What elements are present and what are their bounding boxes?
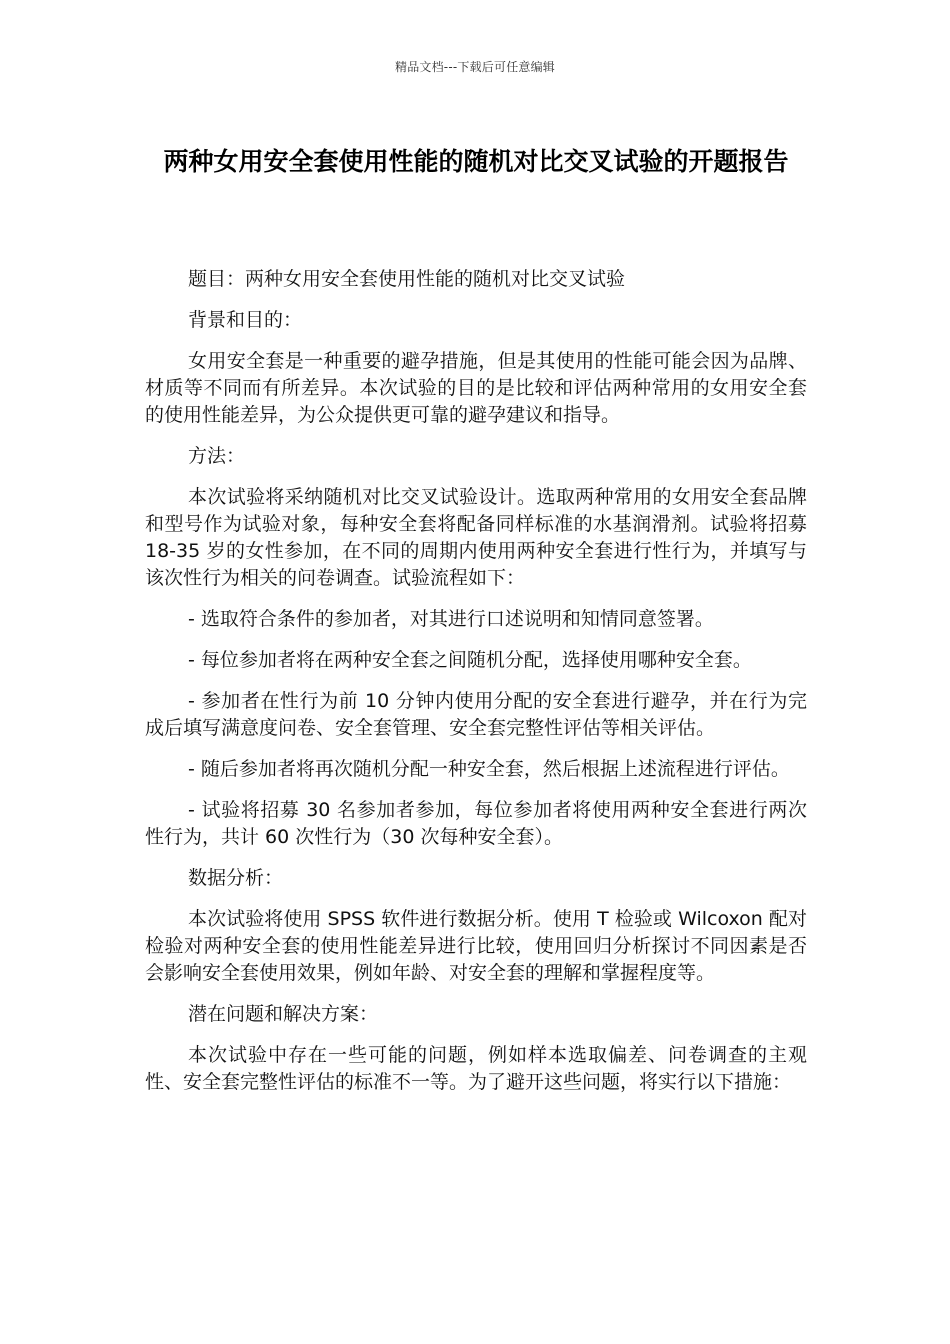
list-item-step-3: - 参加者在性行为前 10 分钟内使用分配的安全套进行避孕，并在行为完成后填写满意度问卷、安全套管理、安全套完整性评估等相关评估。 [145, 690, 807, 739]
list-item-step-5: - 试验将招募 30 名参加者参加，每位参加者将使用两种安全套进行两次性行为，共计 60 次性行为（30 次每种安全套）。 [145, 799, 807, 848]
document-title: 两种女用安全套使用性能的随机对比交叉试验的开题报告 [163, 147, 789, 176]
paragraph-data-analysis: 本次试验将使用 SPSS 软件进行数据分析。使用 T 检验或 Wilcoxon 配对检验对两种安全套的使用性能差异进行比较，使用回归分析探讨不同因素是否会影响安全套使用效果，例如年龄、对安全套的理解和掌握程度等。 [145, 908, 807, 984]
section-heading-method: 方法： [188, 445, 246, 467]
section-heading-data-analysis: 数据分析： [188, 867, 284, 889]
section-heading-issues: 潜在问题和解决方案： [188, 1003, 379, 1025]
paragraph-topic: 题目：两种女用安全套使用性能的随机对比交叉试验 [188, 268, 626, 290]
section-heading-background: 背景和目的： [188, 309, 303, 331]
list-item-step-4: - 随后参加者将再次随机分配一种安全套，然后根据上述流程进行评估。 [188, 758, 790, 780]
paragraph-issues: 本次试验中存在一些可能的问题，例如样本选取偏差、问卷调查的主观性、安全套完整性评估的标准不一等。为了避开这些问题，将实行以下措施： [145, 1044, 807, 1093]
header-note: 精品文档---下载后可任意编辑 [395, 60, 555, 74]
paragraph-background: 女用安全套是一种重要的避孕措施，但是其使用的性能可能会因为品牌、材质等不同而有所差异。本次试验的目的是比较和评估两种常用的女用安全套的使用性能差异，为公众提供更可靠的避孕建议和指导。 [145, 350, 807, 426]
document-body [145, 266, 807, 1110]
list-item-step-2: - 每位参加者将在两种安全套之间随机分配，选择使用哪种安全套。 [188, 649, 752, 671]
paragraph-method: 本次试验将采纳随机对比交叉试验设计。选取两种常用的女用安全套品牌和型号作为试验对象，每种安全套将配备同样标准的水基润滑剂。试验将招募 18-35 岁的女性参加，在不同的周期内使用两种安全套进行性行为，并填写与该次性行为相关的问卷调查。试验流程如下： [145, 486, 807, 589]
list-item-step-1: - 选取符合条件的参加者，对其进行口述说明和知情同意签署。 [188, 608, 714, 630]
